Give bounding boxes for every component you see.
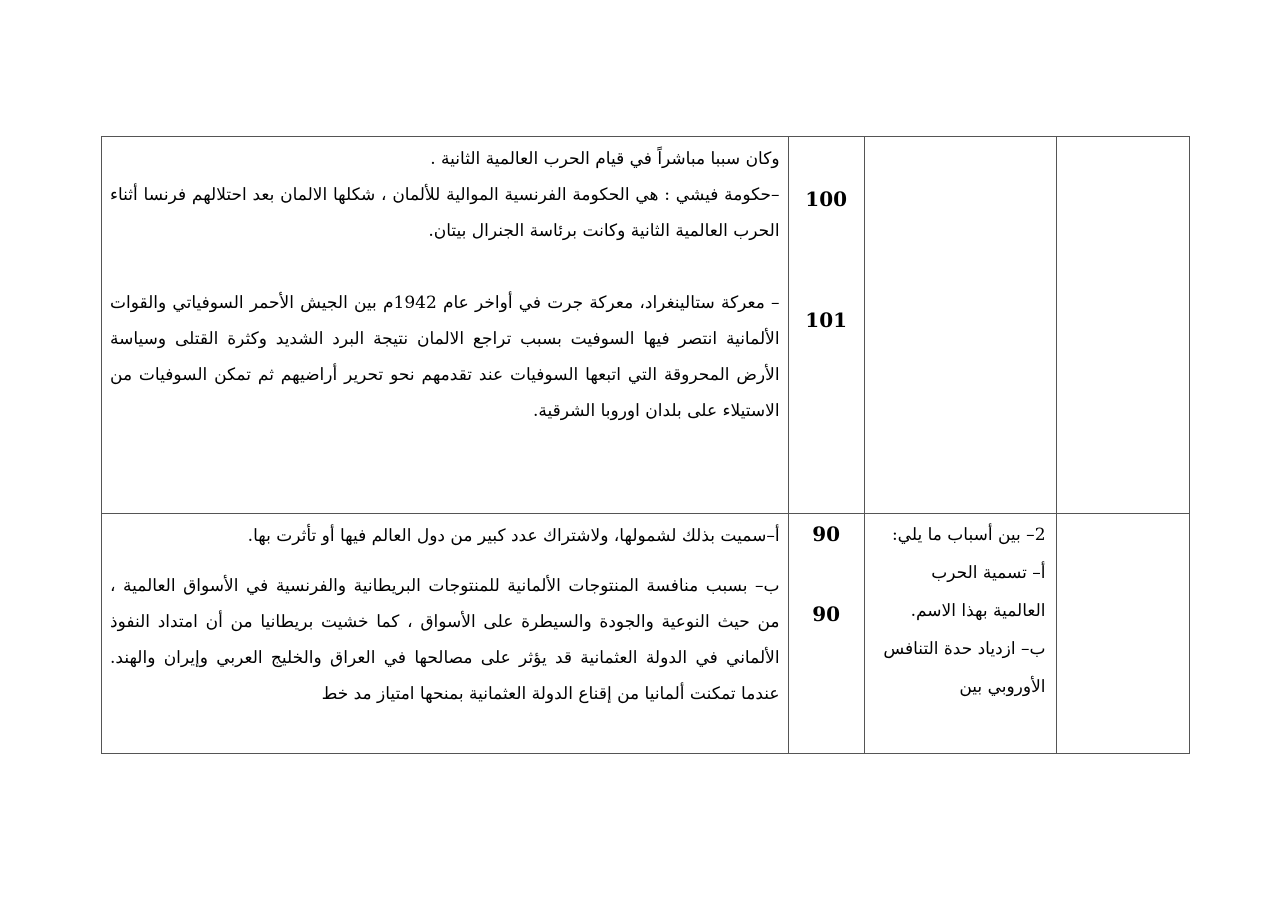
- answer-text: –حكومة فيشي : هي الحكومة الفرنسية الموالية للألمان ، شكلها الالمان بعد احتلالهم فرنسا أثناء الحرب العالمية الثانية وكانت برئاسة الجنرال بيتان.: [110, 185, 780, 241]
- answer-text: أ–سميت بذلك لشمولها، ولاشتراك عدد كبير من دول العالم فيها أو تأثرت بها.: [247, 526, 780, 546]
- answer-text: ب– بسبب منافسة المنتوجات الألمانية للمنتوجات البريطانية والفرنسية في الأسواق العالمية ، من حيث النوعية والجودة والسيطرة على الأسواق ، كما خشيت بريطانيا من أن امتداد النفوذ الألماني في الدولة العثمانية قد يؤثر على مصالحها في العراق والخليج العربي وإيران والهند. عندما تمكنت ألمانيا من إقناع الدولة العثمانية بمنحها امتياز مد خط: [110, 576, 780, 704]
- answer-text: – معركة ستالينغراد، معركة جرت في أواخر عام 1942م بين الجيش الأحمر السوفياتي والقوات الألمانية انتصر فيها السوفيت بسبب تراجع الالمان نتيجة البرد الشديد وكثرة القتلى وسياسة الأرض المحروقة التي اتبعها السوفيات عند تقدمهم نحو تحرير أراضيهم ثم تمكن السوفيات من الاستيلاء على بلدان اوروبا الشرقية.: [110, 293, 780, 421]
- answer-text: وكان سببا مباشراً في قيام الحرب العالمية الثانية .: [430, 149, 780, 169]
- question-cell: [864, 514, 1056, 754]
- empty-cell: [1056, 514, 1189, 754]
- answer-cell: [102, 137, 789, 514]
- table-row: [102, 514, 1190, 754]
- page-number: 90: [812, 522, 841, 546]
- question-text: أ– تسمية الحرب العالمية بهذا الاسم.: [910, 563, 1046, 621]
- table-row: [102, 137, 1190, 514]
- page-number-cell: [788, 137, 864, 514]
- page-number: 101: [805, 308, 848, 332]
- question-text: ب– ازدياد حدة التنافس الأوروبي بين: [883, 639, 1046, 697]
- empty-cell: [1056, 137, 1189, 514]
- page-number-cell: [788, 514, 864, 754]
- page-number: 90: [812, 602, 841, 626]
- question-cell: [864, 137, 1056, 514]
- page-number: 100: [805, 187, 848, 211]
- answer-key-table: [101, 136, 1190, 754]
- answer-cell: [102, 514, 789, 754]
- question-text: 2– بين أسباب ما يلي:: [891, 525, 1046, 545]
